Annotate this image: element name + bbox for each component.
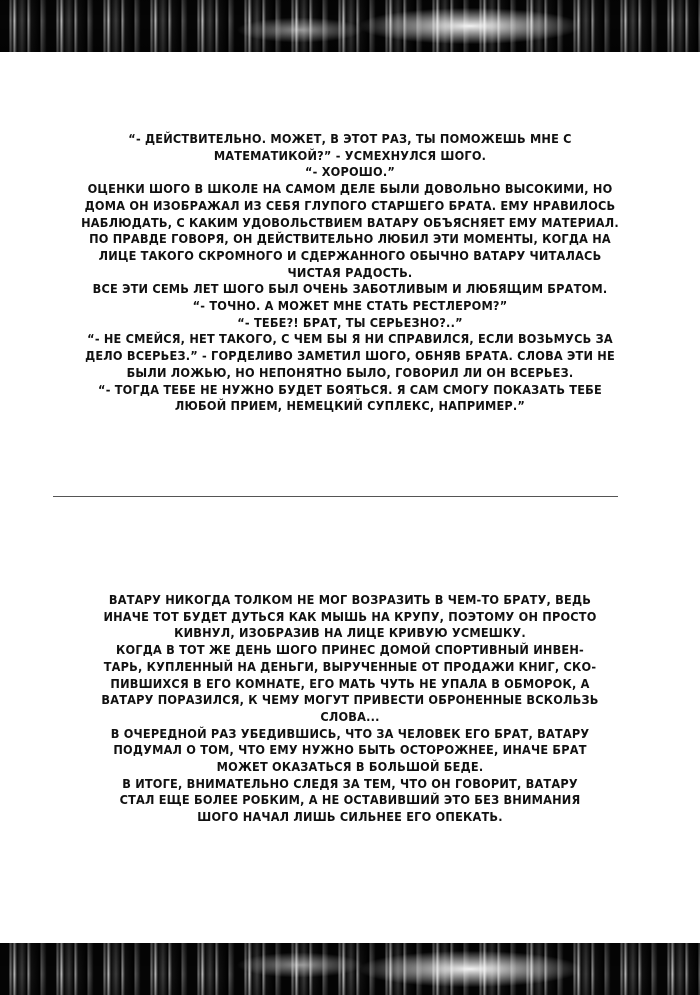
text-line: “- НЕ СМЕЙСЯ, НЕТ ТАКОГО, С ЧЕМ БЫ Я НИ СПРАВИЛСЯ, ЕСЛИ ВОЗЬМУСЬ ЗА (87, 331, 613, 347)
text-line: НАБЛЮДАТЬ, С КАКИМ УДОВОЛЬСТВИЕМ ВАТАРУ ОБЪЯСНЯЕТ ЕМУ МАТЕРИАЛ. (81, 214, 619, 230)
text-line: ПОДУМАЛ О ТОМ, ЧТО ЕМУ НУЖНО БЫТЬ ОСТОРОЖНЕЕ, ИНАЧЕ БРАТ (113, 742, 587, 758)
text-line: КОГДА В ТОТ ЖЕ ДЕНЬ ШОГО ПРИНЕС ДОМОЙ СПОРТИВНЫЙ ИНВЕН- (116, 642, 584, 658)
text-section-1 (45, 131, 655, 415)
top-decorative-band (0, 0, 700, 52)
text-line: ВАТАРУ ПОРАЗИЛСЯ, К ЧЕМУ МОГУТ ПРИВЕСТИ ОБРОНЕННЫЕ ВСКОЛЬЗЬ (101, 692, 599, 708)
text-line: ПИВШИХСЯ В ЕГО КОМНАТЕ, ЕГО МАТЬ ЧУТЬ НЕ УПАЛА В ОБМОРОК, А (110, 675, 590, 691)
text-section-2 (45, 592, 655, 826)
text-line: СТАЛ ЕЩЕ БОЛЕЕ РОБКИМ, А НЕ ОСТАВИВШИЙ ЭТО БЕЗ ВНИМАНИЯ (119, 792, 581, 808)
text-line: МОЖЕТ ОКАЗАТЬСЯ В БОЛЬШОЙ БЕДЕ. (216, 759, 484, 775)
text-line: СЛОВА... (320, 708, 380, 724)
text-line: КИВНУЛ, ИЗОБРАЗИВ НА ЛИЦЕ КРИВУЮ УСМЕШКУ. (174, 625, 526, 641)
text-line: В ИТОГЕ, ВНИМАТЕЛЬНО СЛЕДЯ ЗА ТЕМ, ЧТО ОН ГОВОРИТ, ВАТАРУ (122, 775, 578, 791)
text-line: ЧИСТАЯ РАДОСТЬ. (287, 264, 413, 280)
text-line: “- ТОЧНО. А МОЖЕТ МНЕ СТАТЬ РЕСТЛЕРОМ?” (192, 298, 508, 314)
text-line: “- ХОРОШО.” (305, 164, 395, 180)
text-line: ДЕЛО ВСЕРЬЕЗ.” - ГОРДЕЛИВО ЗАМЕТИЛ ШОГО, ОБНЯВ БРАТА. СЛОВА ЭТИ НЕ (85, 348, 615, 364)
bottom-decorative-band (0, 943, 700, 995)
text-line: “- ТОГДА ТЕБЕ НЕ НУЖНО БУДЕТ БОЯТЬСЯ. Я САМ СМОГУ ПОКАЗАТЬ ТЕБЕ (98, 381, 602, 397)
text-line: ТАРЬ, КУПЛЕННЫЙ НА ДЕНЬГИ, ВЫРУЧЕННЫЕ ОТ ПРОДАЖИ КНИГ, СКО- (103, 658, 597, 674)
text-line: ЛИЦЕ ТАКОГО СКРОМНОГО И СДЕРЖАННОГО ОБЫЧНО ВАТАРУ ЧИТАЛАСЬ (98, 247, 602, 263)
text-line: ЛЮБОЙ ПРИЕМ, НЕМЕЦКИЙ СУПЛЕКС, НАПРИМЕР.” (174, 398, 526, 414)
text-line: “- ТЕБЕ?! БРАТ, ТЫ СЕРЬЕЗНО?..” (237, 314, 463, 330)
text-line: В ОЧЕРЕДНОЙ РАЗ УБЕДИВШИСЬ, ЧТО ЗА ЧЕЛОВЕК ЕГО БРАТ, ВАТАРУ (110, 725, 590, 741)
text-line: ПО ПРАВДЕ ГОВОРЯ, ОН ДЕЙСТВИТЕЛЬНО ЛЮБИЛ ЭТИ МОМЕНТЫ, КОГДА НА (89, 231, 611, 247)
section-divider (53, 496, 618, 497)
text-line: ШОГО НАЧАЛ ЛИШЬ СИЛЬНЕЕ ЕГО ОПЕКАТЬ. (197, 809, 503, 825)
text-line: “- ДЕЙСТВИТЕЛЬНО. МОЖЕТ, В ЭТОТ РАЗ, ТЫ ПОМОЖЕШЬ МНЕ С (128, 131, 572, 146)
text-line: ИНАЧЕ ТОТ БУДЕТ ДУТЬСЯ КАК МЫШЬ НА КРУПУ, ПОЭТОМУ ОН ПРОСТО (103, 608, 597, 624)
text-line: ВАТАРУ НИКОГДА ТОЛКОМ НЕ МОГ ВОЗРАЗИТЬ В ЧЕМ-ТО БРАТУ, ВЕДЬ (108, 592, 592, 607)
text-line: ОЦЕНКИ ШОГО В ШКОЛЕ НА САМОМ ДЕЛЕ БЫЛИ ДОВОЛЬНО ВЫСОКИМИ, НО (87, 181, 613, 197)
text-line: МАТЕМАТИКОЙ?” - УСМЕХНУЛСЯ ШОГО. (213, 147, 487, 163)
text-line: БЫЛИ ЛОЖЬЮ, НО НЕПОНЯТНО БЫЛО, ГОВОРИЛ ЛИ ОН ВСЕРЬЕЗ. (126, 364, 574, 380)
text-line: ДОМА ОН ИЗОБРАЖАЛ ИЗ СЕБЯ ГЛУПОГО СТАРШЕГО БРАТА. ЕМУ НРАВИЛОСЬ (84, 197, 616, 213)
text-line: ВСЕ ЭТИ СЕМЬ ЛЕТ ШОГО БЫЛ ОЧЕНЬ ЗАБОТЛИВЫМ И ЛЮБЯЩИМ БРАТОМ. (92, 281, 608, 297)
